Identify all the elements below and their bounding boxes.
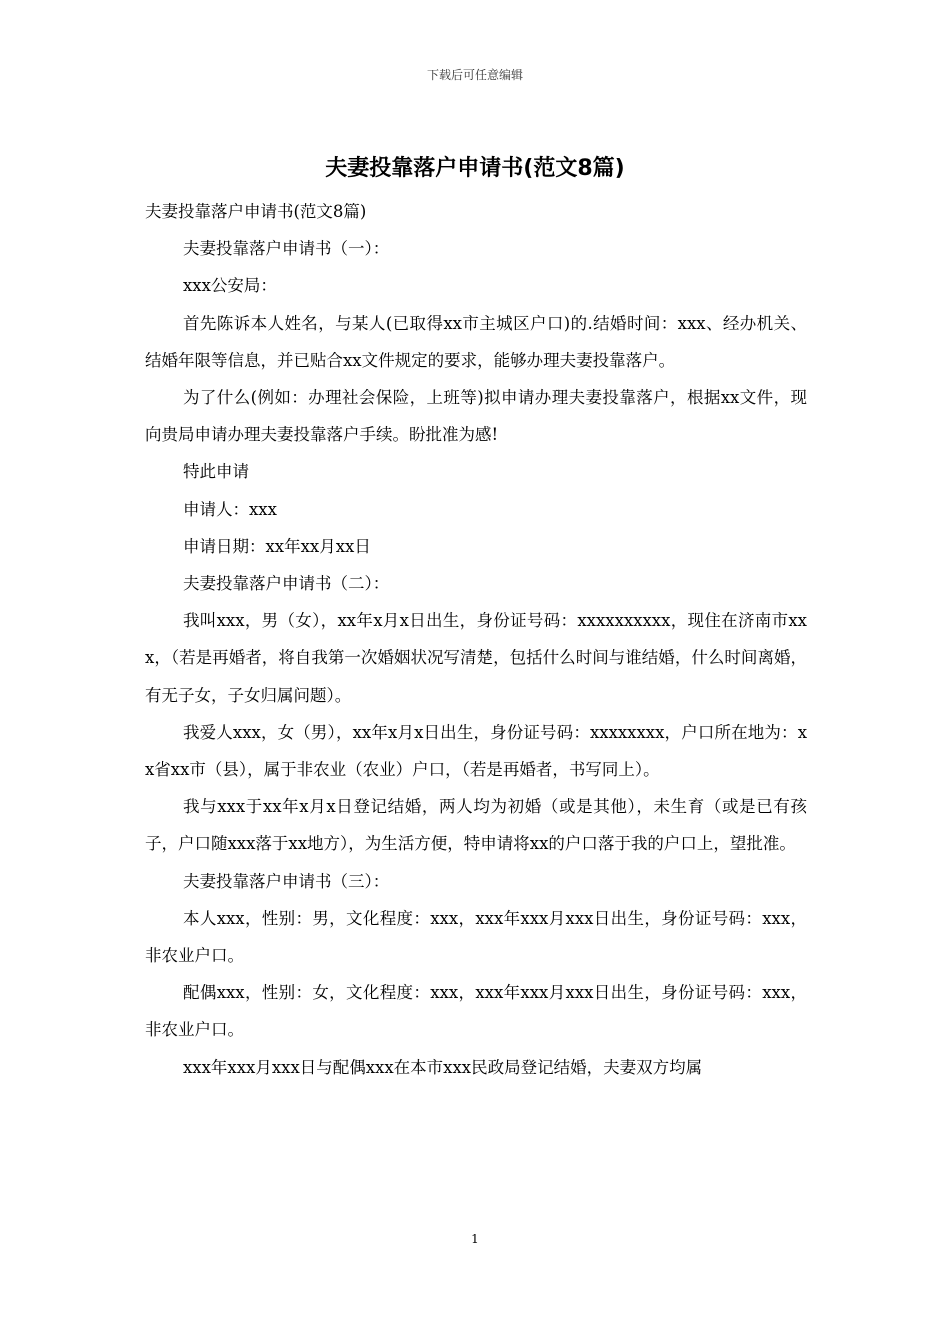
paragraph: xxx公安局： <box>183 276 277 296</box>
document-body <box>145 193 807 1086</box>
paragraph: 我叫xxx，男（女），xx年x月x日出生，身份证号码：xxxxxxxxxx，现住在济南市xxx，（若是再婚者，将自我第一次婚姻状况写清楚，包括什么时间与谁结婚，什么时间离婚，有无子女，子女归属问题）。 <box>145 611 807 705</box>
paragraph: 配偶xxx，性别：女，文化程度：xxx，xxx年xxx月xxx日出生，身份证号码：xxx，非农业户口。 <box>145 983 807 1040</box>
paragraph: 特此申请 <box>183 462 249 482</box>
header-note: 下载后可任意编辑 <box>426 68 523 82</box>
paragraph: 申请人：xxx <box>183 499 277 519</box>
paragraph: 夫妻投靠落户申请书(范文8篇) <box>145 202 367 221</box>
document-title: 夫妻投靠落户申请书(范文8篇) <box>325 156 625 181</box>
section-heading: 夫妻投靠落户申请书（一）： <box>183 239 390 259</box>
paragraph: 我爱人xxx，女（男），xx年x月x日出生，身份证号码：xxxxxxxx，户口所在地为：xx省xx市（县），属于非农业（农业）户口，（若是再婚者，书写同上）。 <box>145 722 807 780</box>
paragraph: 我与xxx于xx年x月x日登记结婚，两人均为初婚（或是其他），未生育（或是已有孩子，户口随xxx落于xx地方），为生活方便，特申请将xx的户口落于我的户口上，望批准。 <box>145 797 807 854</box>
section-heading: 夫妻投靠落户申请书（二）： <box>183 574 390 594</box>
section-heading: 夫妻投靠落户申请书（三）： <box>183 871 390 891</box>
paragraph: 首先陈诉本人姓名，与某人(已取得xx市主城区户口)的.结婚时间：xxx、经办机关、结婚年限等信息，并已贴合xx文件规定的要求，能够办理夫妻投靠落户。 <box>145 313 807 370</box>
paragraph: xxx年xxx月xxx日与配偶xxx在本市xxx民政局登记结婚，夫妻双方均属 <box>183 1057 703 1077</box>
paragraph: 本人xxx，性别：男，文化程度：xxx，xxx年xxx月xxx日出生，身份证号码：xxx，非农业户口。 <box>145 908 807 966</box>
paragraph: 申请日期：xx年xx月xx日 <box>183 536 371 556</box>
paragraph: 为了什么(例如：办理社会保险，上班等)拟申请办理夫妻投靠落户，根据xx文件，现向贵局申请办理夫妻投靠落户手续。盼批准为感! <box>145 388 807 445</box>
page-number: 1 <box>471 1232 479 1246</box>
